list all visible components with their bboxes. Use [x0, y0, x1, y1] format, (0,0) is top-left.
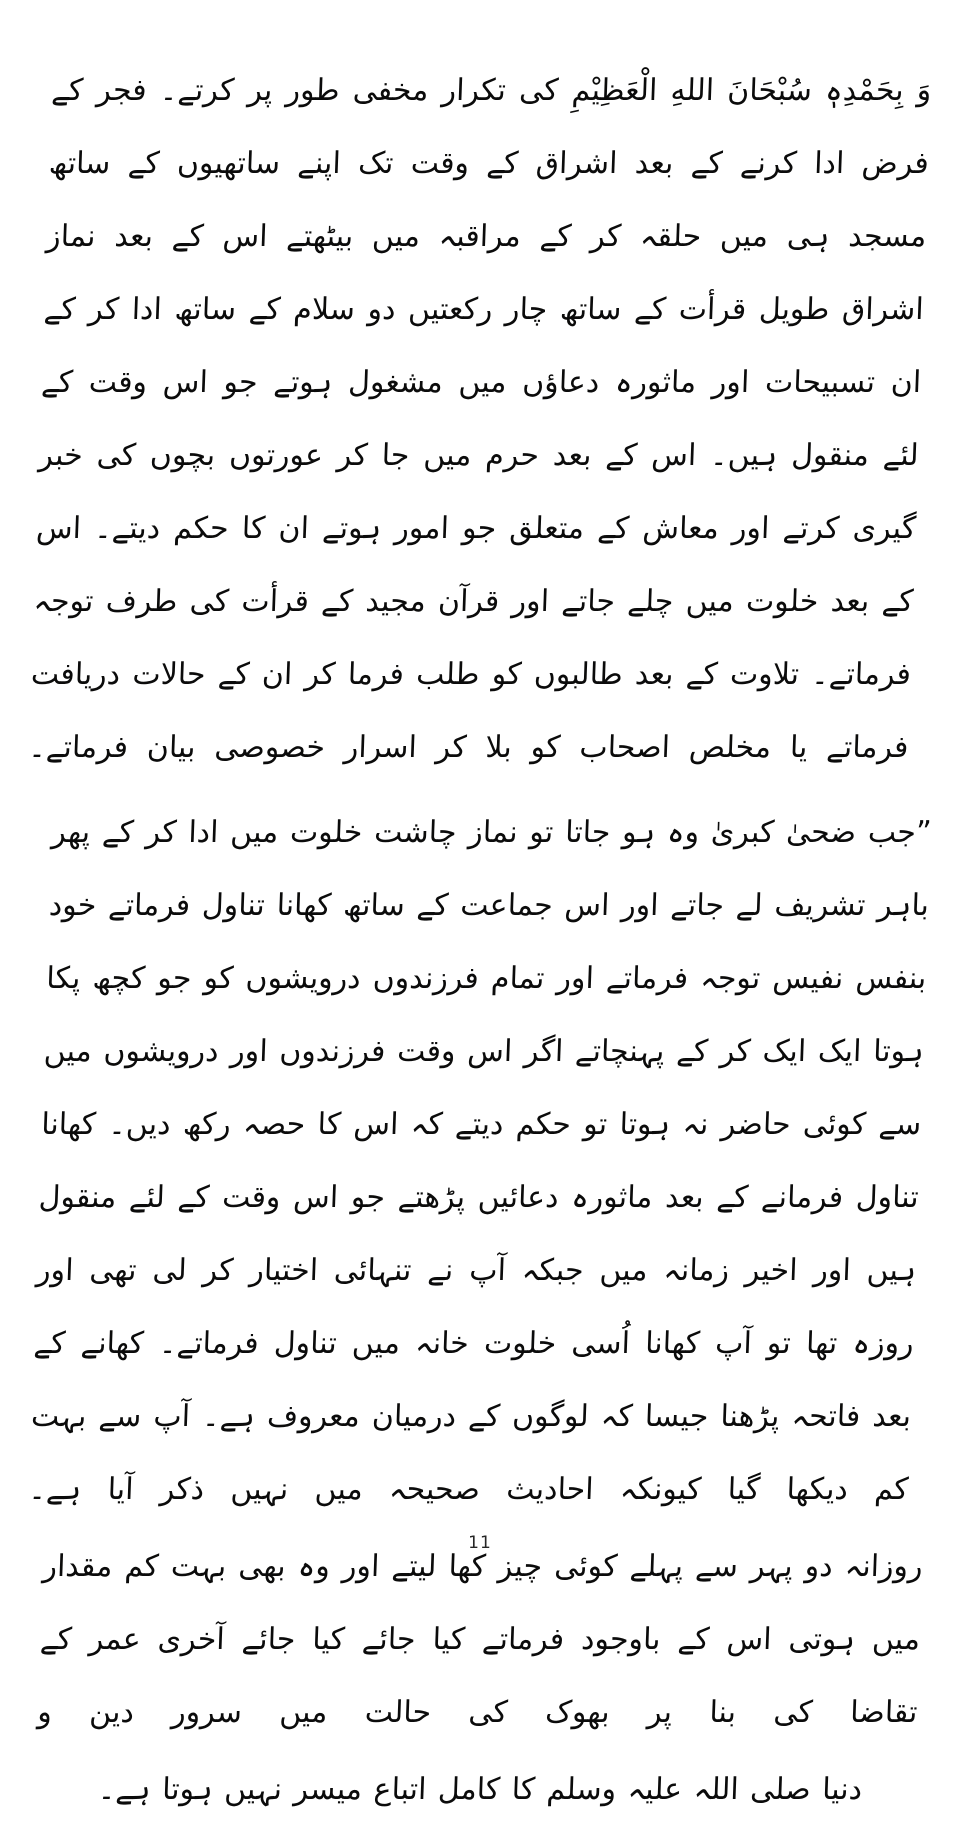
paragraph-2: ”جب ضحیٰ کبریٰ وہ ہو جاتا تو نماز چاشت خلوت میں ادا کر کے پھر باہر تشریف لے جاتے اور اس جماعت کے ساتھ کھانا تناول فرماتے خود بنفس نفیس توجہ فرماتے اور تمام فرزندوں درویشوں کو جو کچھ پکا ہوتا ایک ایک کر کے پہنچاتے اگر اس وقت فرزندوں اور درویشوں میں سے کوئی حاضر نہ ہوتا تو حکم دیتے کہ اس کا حصہ رکھ دیں۔ کھانا تناول فرمانے کے بعد ماثورہ دعائیں پڑھتے جو اس وقت کے لئے منقول ہیں اور اخیر زمانہ میں جبکہ آپ نے تنہائی اختیار کر لی تھی اور روزہ تھا تو آپ کھانا اُسی خلوت خانہ میں تناول فرماتے۔ کھانے کے بعد فاتحہ پڑھنا جیسا کہ لوگوں کے درمیان معروف ہے۔ آپ سے بہت کم دیکھا گیا کیونکہ احادیث صحیحہ میں نہیں ذکر آیا ہے۔ [27, 815, 933, 1507]
paragraph-1: وَ بِحَمْدِهٖ سُبْحَانَ اللهِ الْعَظِیْمِ کی تکرار مخفی طور پر کرتے۔ فجر کے فرض ادا کرنے کے بعد اشراق کے وقت تک اپنے ساتھیوں کے ساتھ مسجد ہی میں حلقہ کر کے مراقبہ میں بیٹھتے اس کے بعد نماز اشراق طویل قرأت کے ساتھ چار رکعتیں دو سلام کے ساتھ ادا کر کے ان تسبیحات اور ماثورہ دعاؤں میں مشغول ہوتے جو اس وقت کے لئے منقول ہیں۔ اس کے بعد حرم میں جا کر عورتوں بچوں کی خبر گیری کرتے اور معاش کے متعلق جو امور ہوتے ان کا حکم دیتے۔ اس کے بعد خلوت میں چلے جاتے اور قرآن مجید کے قرأت کی طرف توجہ فرماتے۔ تلاوت کے بعد طالبوں کو طلب فرما کر ان کے حالات دریافت فرماتے یا مخلص اصحاب کو بلا کر اسرار خصوصی بیان فرماتے۔ [27, 73, 932, 765]
page-number: 11 [468, 1533, 492, 1553]
page-body [27, 48, 933, 1826]
paragraph-4: دنیا صلی اللہ علیہ وسلم کا کامل اتباع میسر نہیں ہوتا ہے۔ [97, 1772, 863, 1807]
paragraph-3: روزانہ دو پہر سے پہلے کوئی چیز کھا لیتے اور وہ بھی بہت کم مقدار میں ہوتی اس کے باوجود فرماتے کیا جائے کیا جائے آخری عمر کے تقاضا کی بنا پر بھوک کی حالت میں سرور دین و [36, 1549, 924, 1730]
